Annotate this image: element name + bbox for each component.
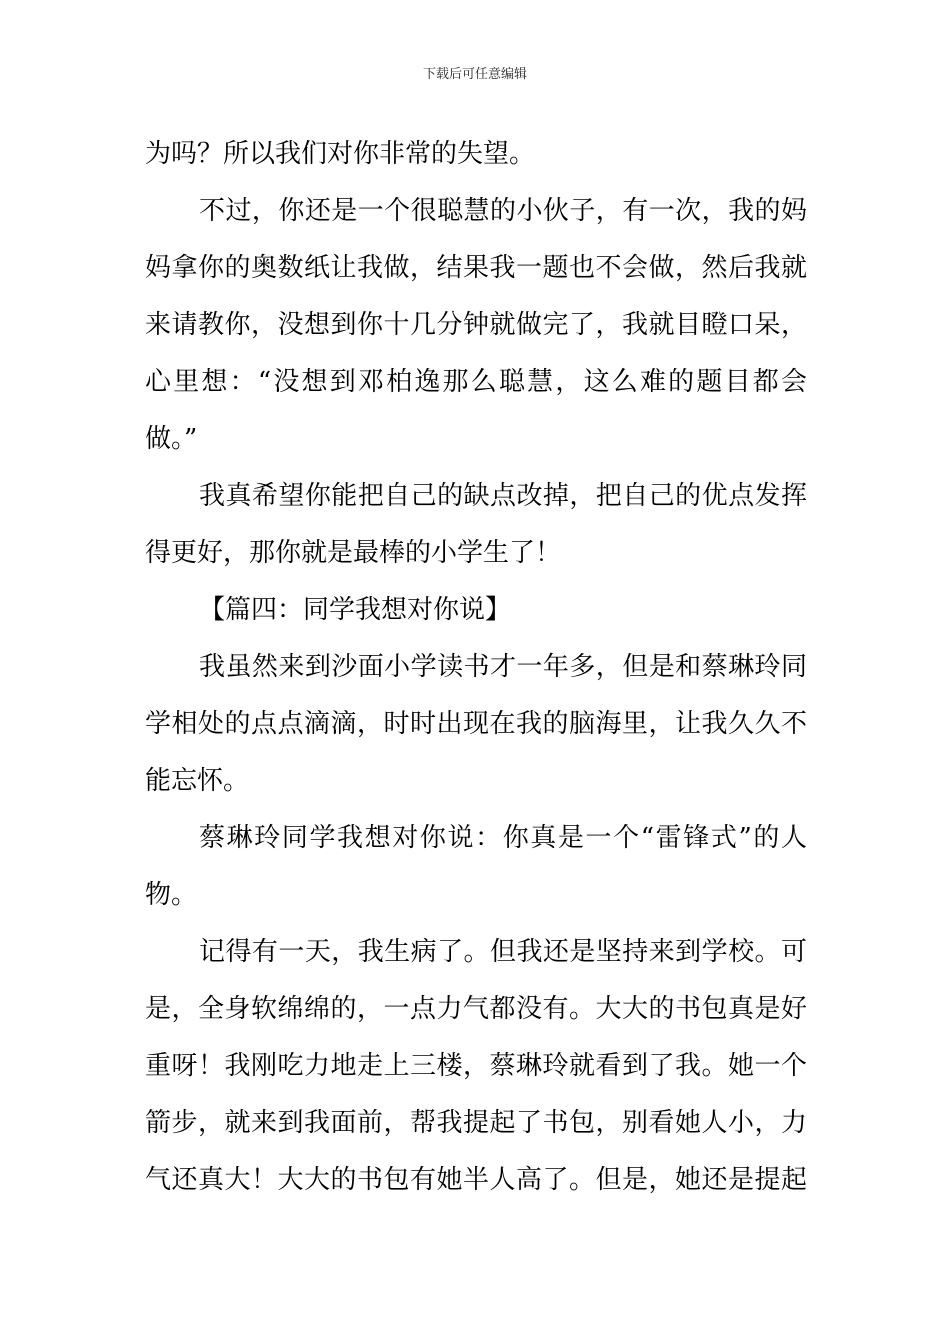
paragraph-line: 做。” xyxy=(145,424,198,454)
page-header: 下载后可任意编辑 xyxy=(422,67,527,82)
paragraph-line: 我虽然来到沙面小学读书才一年多，但是和蔡琳玲同 xyxy=(199,652,807,682)
paragraph-line: 能忘怀。 xyxy=(145,766,250,796)
paragraph-line: 蔡琳玲同学我想对你说：你真是一个“雷锋式”的人 xyxy=(199,823,807,853)
paragraph-line: 是，全身软绵绵的，一点力气都没有。大大的书包真是好 xyxy=(145,994,807,1024)
paragraph-line: 我真希望你能把自己的缺点改掉，把自己的优点发挥 xyxy=(199,481,807,511)
paragraph-line: 心里想：“没想到邓柏逸那么聪慧，这么难的题目都会 xyxy=(145,367,807,397)
paragraph-line: 为吗？所以我们对你非常的失望。 xyxy=(145,139,536,169)
paragraph-line: 来请教你，没想到你十几分钟就做完了，我就目瞪口呆， xyxy=(145,310,807,340)
paragraph-line: 得更好，那你就是最棒的小学生了！ xyxy=(145,538,562,568)
paragraph-line: 记得有一天，我生病了。但我还是坚持来到学校。可 xyxy=(199,937,807,967)
paragraph-line: 妈拿你的奥数纸让我做，结果我一题也不会做，然后我就 xyxy=(145,253,807,283)
paragraph-line: 箭步，就来到我面前，帮我提起了书包，别看她人小，力 xyxy=(145,1108,807,1138)
paragraph-line: 学相处的点点滴滴，时时出现在我的脑海里，让我久久不 xyxy=(145,709,807,739)
paragraph-line: 物。 xyxy=(145,880,198,910)
paragraph-line: 气还真大！大大的书包有她半人高了。但是，她还是提起 xyxy=(145,1165,807,1195)
article-body xyxy=(145,126,807,1209)
paragraph-line: 不过，你还是一个很聪慧的小伙子，有一次，我的妈 xyxy=(199,196,807,226)
section-heading: 【篇四：同学我想对你说】 xyxy=(199,595,512,625)
paragraph-line: 重呀！我刚吃力地走上三楼，蔡琳玲就看到了我。她一个 xyxy=(145,1051,807,1081)
